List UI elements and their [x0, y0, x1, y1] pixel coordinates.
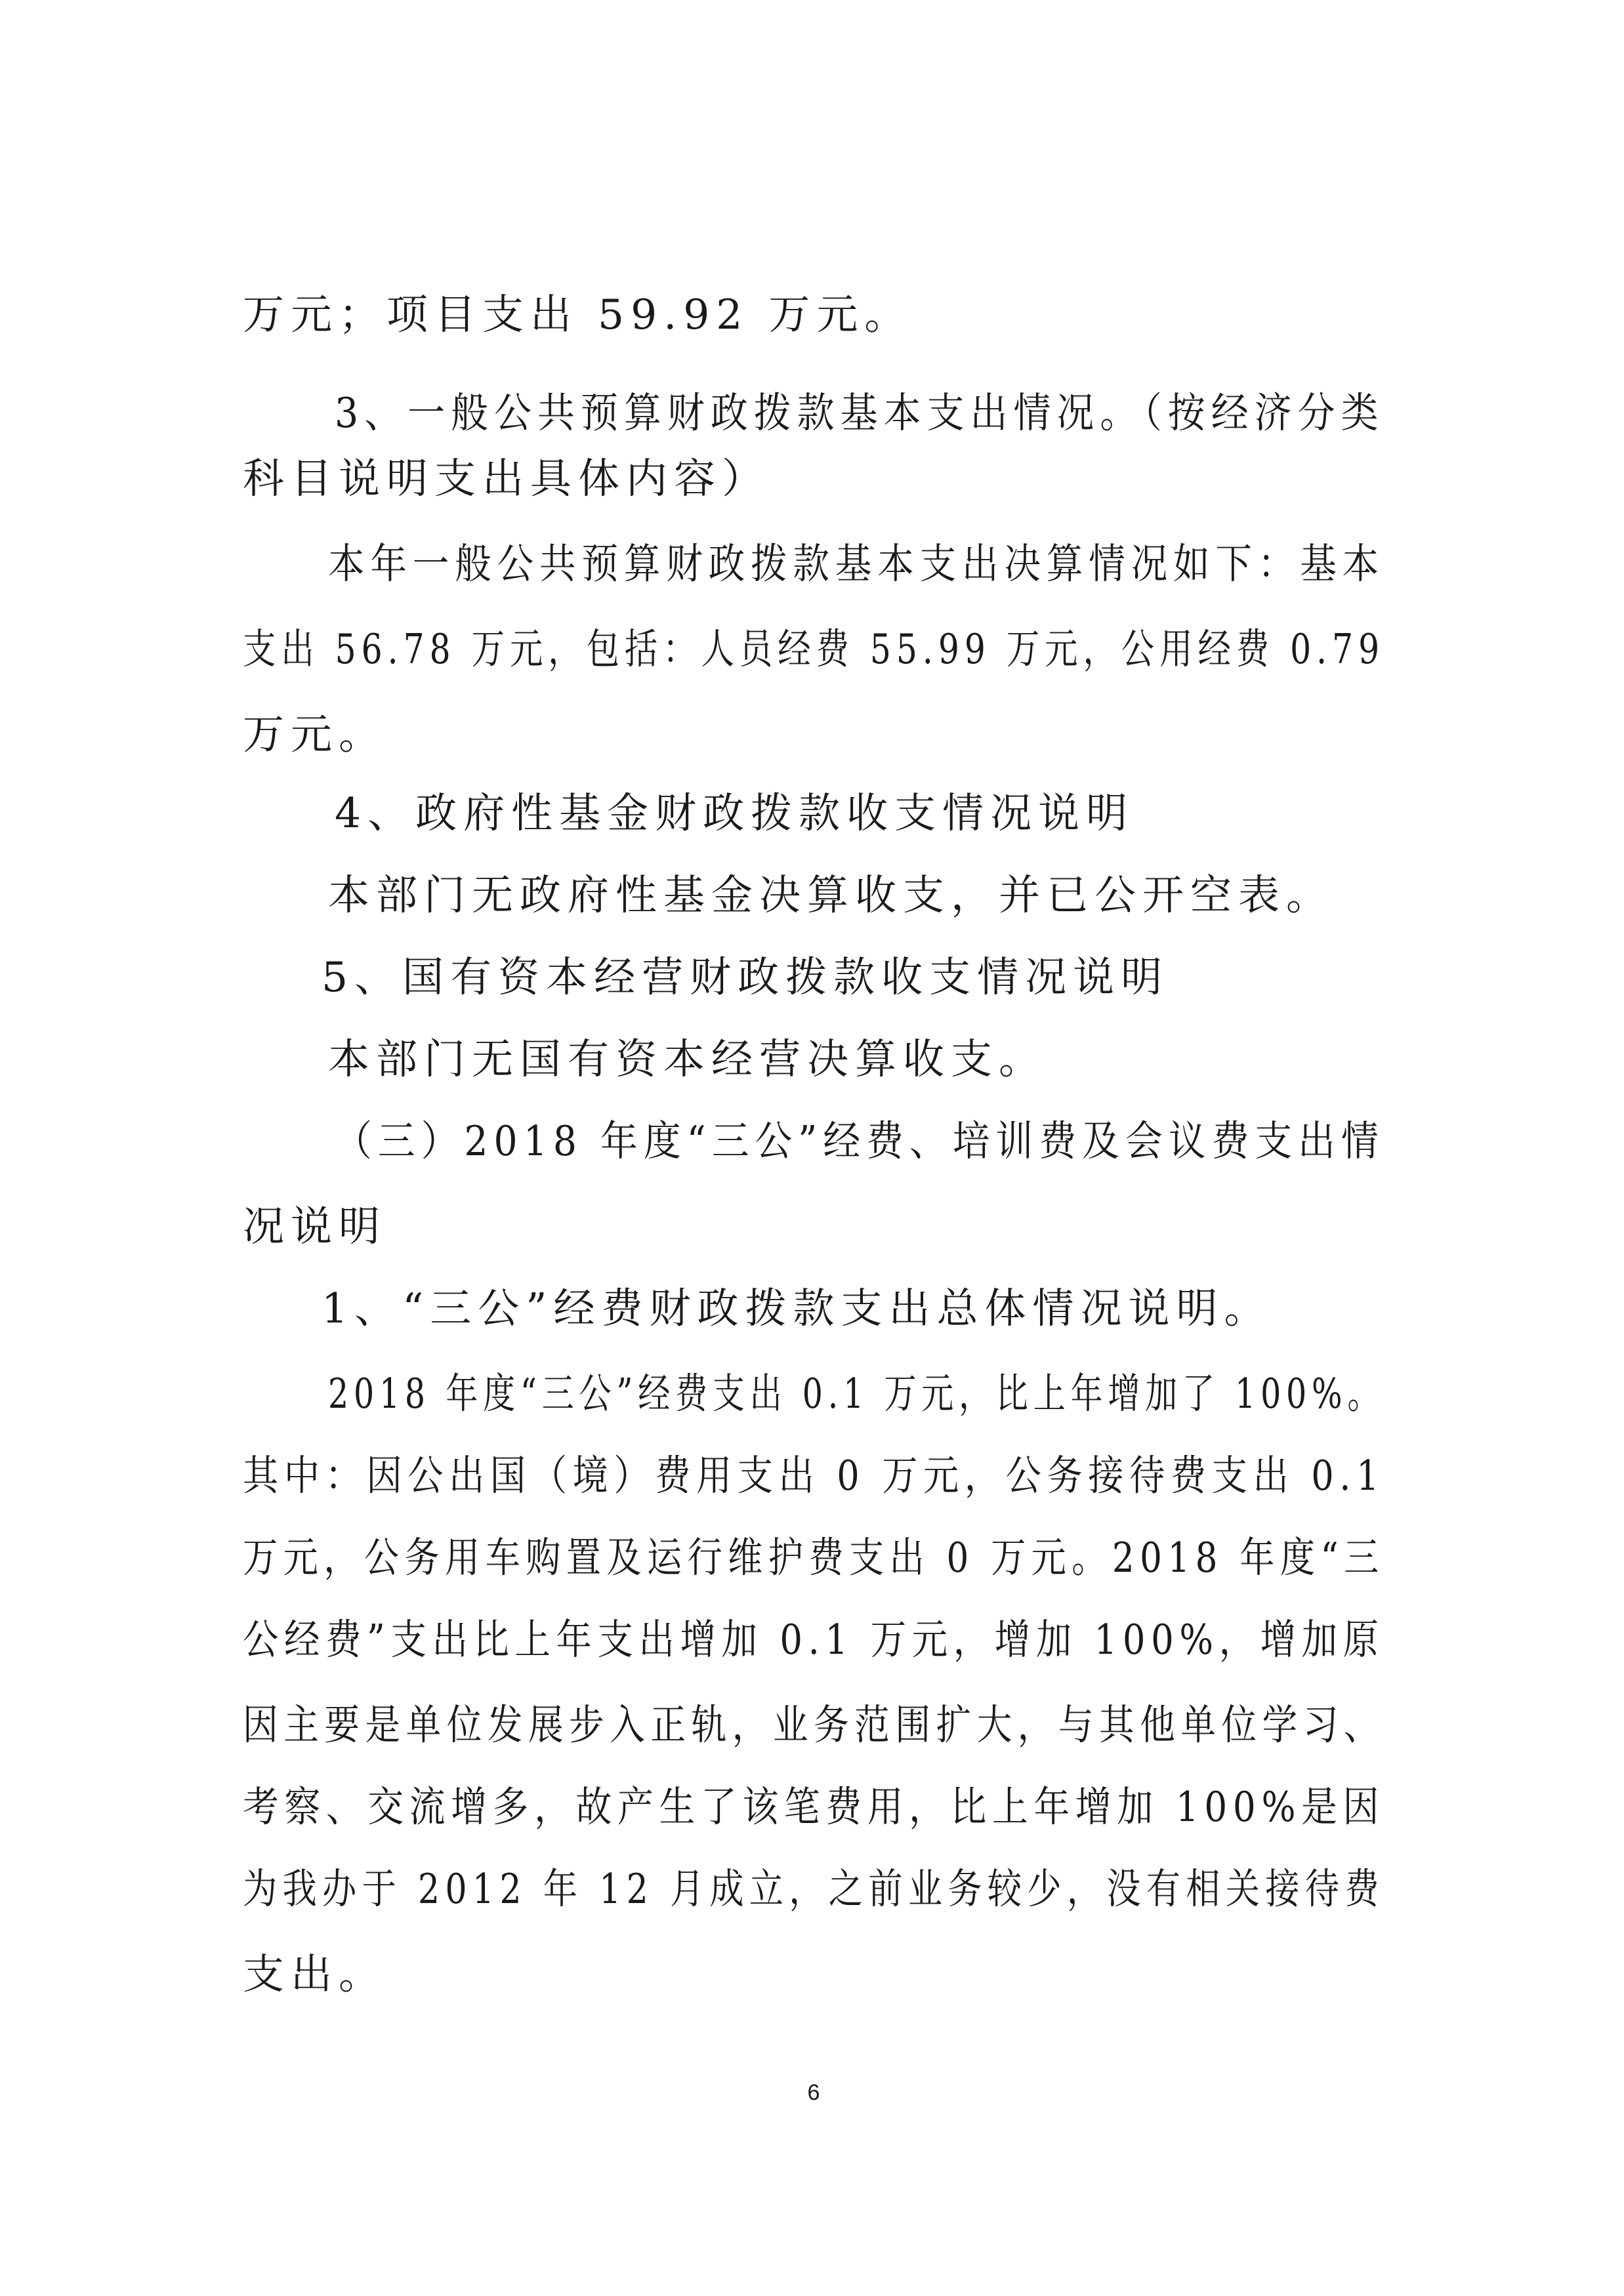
section-heading: 3、一般公共预算财政拨款基本支出情况。（按经济分类 — [335, 389, 1385, 437]
body-text-line: 万元，公务用车购置及运行维护费支出 0 万元。2018 年度“三 — [243, 1534, 1385, 1582]
page-number: 6 — [807, 2080, 820, 2105]
body-text-line: 支出。 — [243, 1950, 386, 1998]
section-heading: 科目说明支出具体内容） — [243, 455, 770, 502]
section-heading: 4、政府性基金财政拨款收支情况说明 — [335, 789, 1135, 837]
section-heading: 1、“三公”经费财政拨款支出总体情况说明。 — [322, 1284, 1272, 1332]
body-text-line: 万元；项目支出 59.92 万元。 — [243, 291, 913, 338]
body-text-line: 为我办于 2012 年 12 月成立，之前业务较少，没有相关接待费 — [243, 1865, 1385, 1913]
body-text-line: 公经费”支出比上年支出增加 0.1 万元，增加 100%，增加原 — [243, 1616, 1385, 1664]
body-text-line: 本部门无政府性基金决算收支，并已公开空表。 — [328, 871, 1334, 919]
body-text-line: 支出 56.78 万元，包括：人员经费 55.99 万元，公用经费 0.79 — [243, 625, 1385, 673]
body-text-line: 本部门无国有资本经营决算收支。 — [328, 1035, 1047, 1083]
body-text-line: 本年一般公共预算财政拨款基本支出决算情况如下：基本 — [328, 540, 1385, 588]
section-heading: 况说明 — [243, 1202, 386, 1250]
body-text-line: 2018 年度“三公”经费支出 0.1 万元，比上年增加了 100%。 — [328, 1370, 1385, 1418]
body-text-line: 考察、交流增多，故产生了该笔费用，比上年增加 100%是因 — [243, 1783, 1385, 1831]
body-text-line: 因主要是单位发展步入正轨，业务范围扩大，与其他单位学习、 — [243, 1701, 1385, 1749]
body-text-line: 万元。 — [243, 710, 386, 758]
section-heading: 5、国有资本经营财政拨款收支情况说明 — [322, 953, 1169, 1001]
body-text-line: 其中：因公出国（境）费用支出 0 万元，公务接待费支出 0.1 — [243, 1452, 1385, 1500]
section-heading: （三）2018 年度“三公”经费、培训费及会议费支出情 — [335, 1117, 1385, 1165]
